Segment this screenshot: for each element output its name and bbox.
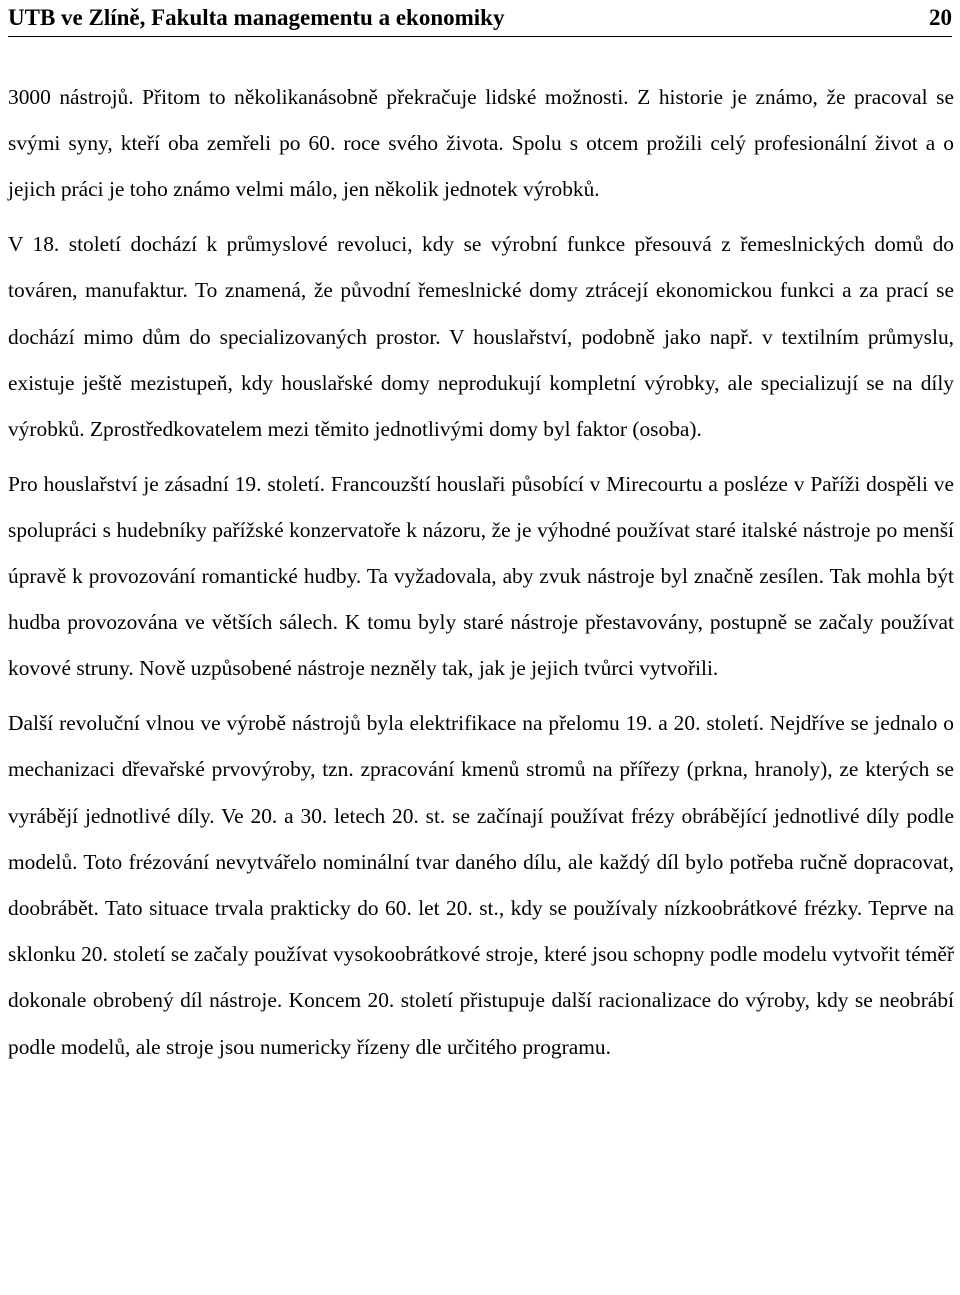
page-header (8, 0, 952, 37)
paragraph-3: Pro houslařství je zásadní 19. století. Francouzští houslaři působící v Mirecourtu a posléze v Paříži dospěli ve spolupráci s hudebníky pařížské konzervatoře k názoru, že je výhodné používat staré italské nástroje po menší úpravě k provozování romantické hudby. Ta vyžadovala, aby zvuk nástroje byl značně zesílen. Tak mohla být hudba provozována ve větších sálech. K tomu byly staré nástroje přestavovány, postupně se začaly používat kovové struny. Nově uzpůsobené nástroje nezněly tak, jak je jejich tvůrci vytvořili. (8, 471, 954, 681)
header-title: UTB ve Zlíně, Fakulta managementu a ekonomiky (8, 5, 505, 30)
page-number: 20 (929, 5, 952, 30)
paragraph-1: 3000 nástrojů. Přitom to několikanásobně překračuje lidské možnosti. Z historie je známo, že pracoval se svými syny, kteří oba zemřeli po 60. roce svého života. Spolu s otcem prožili celý profesionální život a o jejich práci je toho známo velmi málo, jen několik jednotek výrobků. (8, 85, 954, 202)
body-text (8, 74, 954, 1070)
paragraph-4: Další revoluční vlnou ve výrobě nástrojů byla elektrifikace na přelomu 19. a 20. století. Nejdříve se jednalo o mechanizaci dřevařské prvovýroby, tzn. zpracování kmenů stromů na přířezy (prkna, hranoly), ze kterých se vyrábějí jednotlivé díly. Ve 20. a 30. letech 20. st. se začínají používat frézy obrábějící jednotlivé díly podle modelů. Toto frézování nevytvářelo nominální tvar daného dílu, ale každý díl bylo potřeba ručně dopracovat, doobrábět. Tato situace trvala prakticky do 60. let 20. st., kdy se používaly nízkoobrátkové frézky. Teprve na sklonku 20. století se začaly používat vysokoobrátkové stroje, které jsou schopny podle modelu vytvořit téměř dokonale obrobený díl nástroje. Koncem 20. století přistupuje další racionalizace do výroby, kdy se neobrábí podle modelů, ale stroje jsou numericky řízeny dle určitého programu. (8, 711, 954, 1059)
paragraph-2: V 18. století dochází k průmyslové revoluci, kdy se výrobní funkce přesouvá z řemeslnických domů do továren, manufaktur. To znamená, že původní řemeslnické domy ztrácejí ekonomickou funkci a za prací se dochází mimo dům do specializovaných prostor. V houslařství, podobně jako např. v textilním průmyslu, existuje ještě mezistupeň, kdy houslařské domy neprodukují kompletní výrobky, ale specializují se na díly výrobků. Zprostředkovatelem mezi těmito jednotlivými domy byl faktor (osoba). (8, 232, 954, 441)
